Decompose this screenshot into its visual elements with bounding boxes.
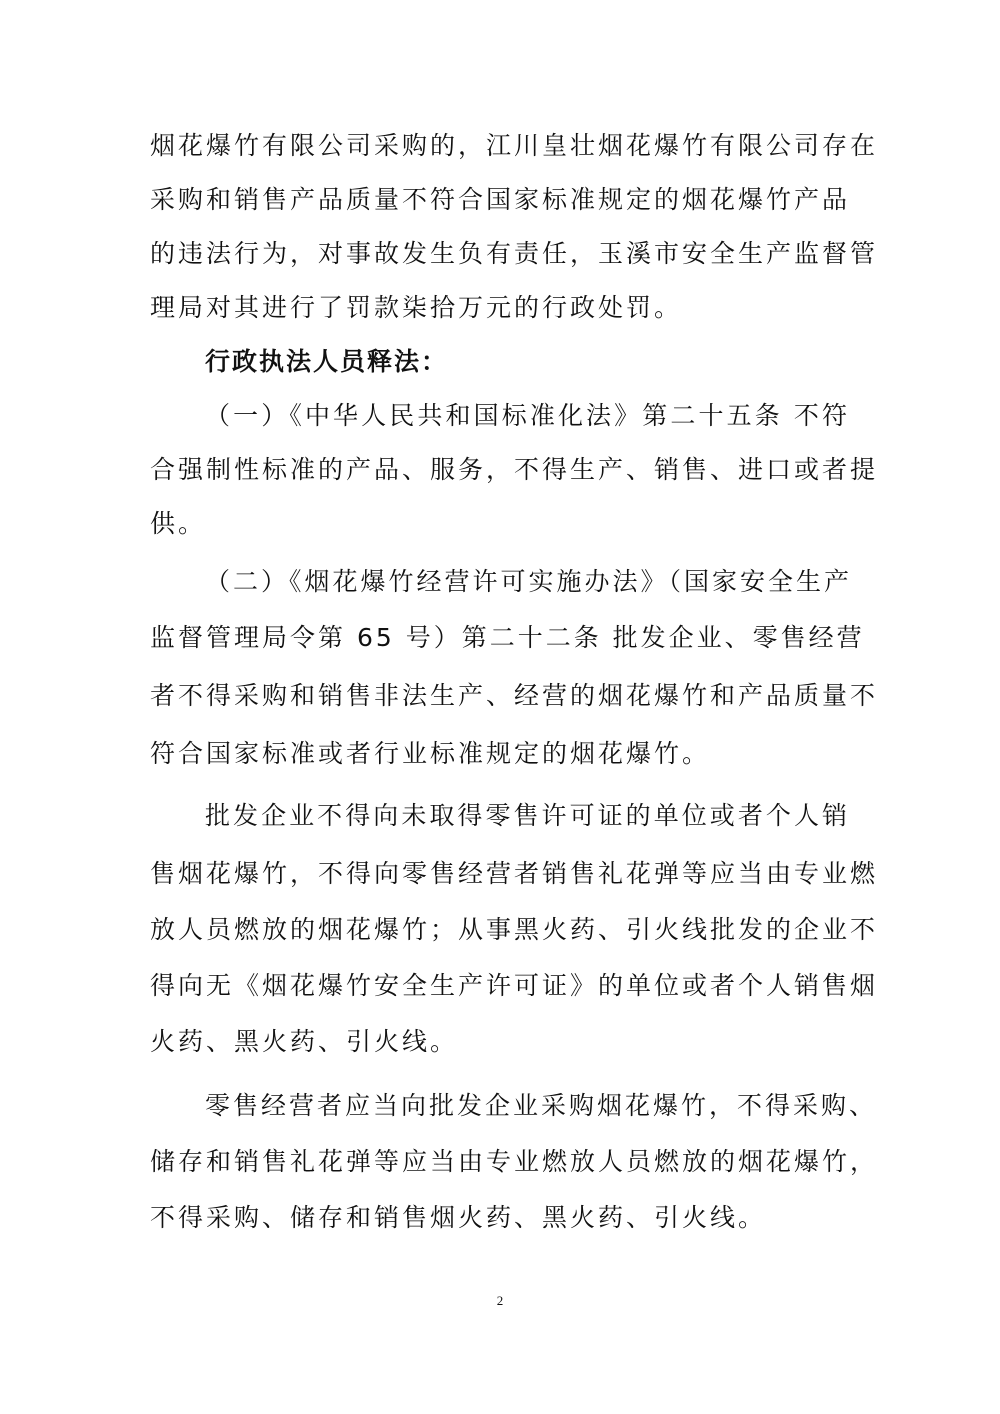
page-number: 2 xyxy=(496,1293,504,1308)
body-text-line: 不得采购、储存和销售烟火药、黑火药、引火线。 xyxy=(150,1203,767,1232)
body-text-line: 储存和销售礼花弹等应当由专业燃放人员燃放的烟花爆竹， xyxy=(150,1147,879,1176)
body-text-line: 监督管理局令第 65 号）第二十二条 批发企业、零售经营 xyxy=(150,623,865,652)
body-text-line: 售烟花爆竹，不得向零售经营者销售礼花弹等应当由专业燃 xyxy=(150,859,879,888)
body-text-line: 供。 xyxy=(150,509,207,538)
body-text-line: 放人员燃放的烟花爆竹；从事黑火药、引火线批发的企业不 xyxy=(150,915,879,944)
body-text-line: 得向无《烟花爆竹安全生产许可证》的单位或者个人销售烟 xyxy=(150,971,879,1000)
body-text-line: 批发企业不得向未取得零售许可证的单位或者个人销 xyxy=(205,801,850,830)
body-text-line: （一）《中华人民共和国标准化法》第二十五条 不符 xyxy=(205,401,850,430)
body-text-line: 者不得采购和销售非法生产、经营的烟花爆竹和产品质量不 xyxy=(150,681,879,710)
body-text-line: 理局对其进行了罚款柒拾万元的行政处罚。 xyxy=(150,293,683,322)
body-text-line: （二）《烟花爆竹经营许可实施办法》（国家安全生产 xyxy=(205,567,853,596)
body-text-line: 烟花爆竹有限公司采购的，江川皇壮烟花爆竹有限公司存在 xyxy=(150,131,879,160)
body-text-line: 符合国家标准或者行业标准规定的烟花爆竹。 xyxy=(150,739,711,768)
section-heading: 行政执法人员释法： xyxy=(205,347,449,376)
body-text-line: 采购和销售产品质量不符合国家标准规定的烟花爆竹产品 xyxy=(150,185,851,214)
body-text-line: 的违法行为，对事故发生负有责任，玉溪市安全生产监督管 xyxy=(150,239,879,268)
body-text-line: 火药、黑火药、引火线。 xyxy=(150,1027,459,1056)
body-text-line: 合强制性标准的产品、服务，不得生产、销售、进口或者提 xyxy=(150,455,879,484)
body-text-line: 零售经营者应当向批发企业采购烟花爆竹，不得采购、 xyxy=(205,1091,878,1120)
